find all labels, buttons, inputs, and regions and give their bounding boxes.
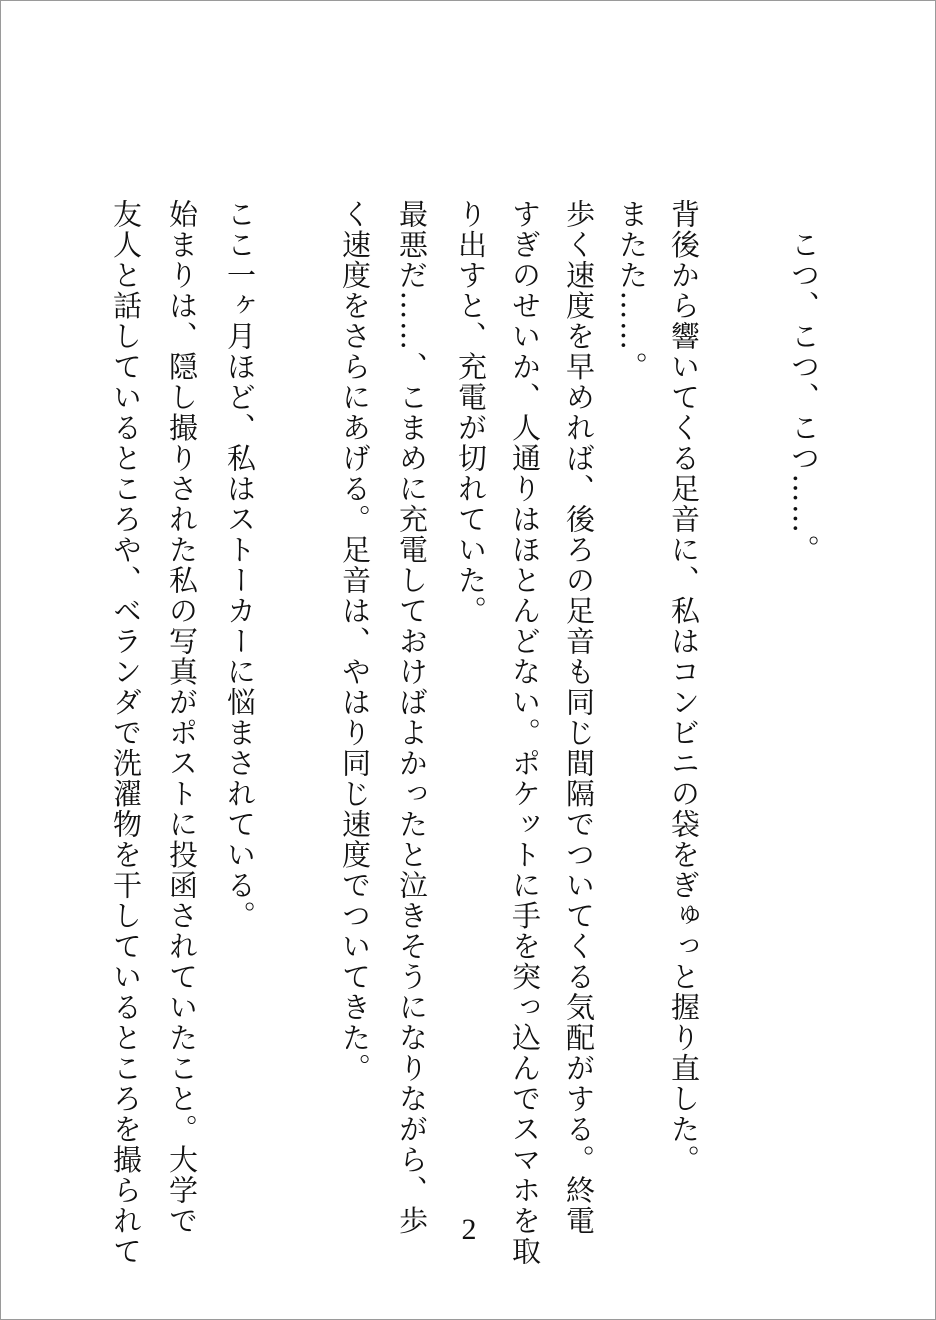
text-line-1: こつ、こつ、こつ……。 bbox=[787, 199, 821, 565]
text-line-8: く速度をさらにあげる。足音は、やはり同じ速度でついてきた。 bbox=[338, 199, 372, 1084]
text-line-5: すぎのせいか、人通りはほとんどない。ポケットに手を突っ込んでスマホを取 bbox=[508, 199, 542, 1267]
text-line-3: またた……。 bbox=[615, 199, 649, 382]
text-line-10: 始まりは、隠し撮りされた私の写真がポストに投函されていたこと。大学で bbox=[165, 199, 199, 1236]
text-line-4: 歩く速度を早めれば、後ろの足音も同じ間隔でついてくる気配がする。終電 bbox=[562, 199, 596, 1236]
text-line-9: ここ一ヶ月ほど、私はストーカーに悩まされている。 bbox=[223, 199, 257, 931]
text-line-6: り出すと、充電が切れていた。 bbox=[454, 199, 488, 626]
text-line-11: 友人と話しているところや、ベランダで洗濯物を干しているところを撮られて bbox=[109, 199, 143, 1267]
text-line-2: 背後から響いてくる足音に、私はコンビニの袋をぎゅっと握り直した。 bbox=[667, 199, 701, 1175]
page-number: 2 bbox=[461, 1213, 477, 1246]
text-line-7: 最悪だ……、こまめに充電しておけばよかったと泣きそうになりながら、歩 bbox=[395, 199, 429, 1236]
